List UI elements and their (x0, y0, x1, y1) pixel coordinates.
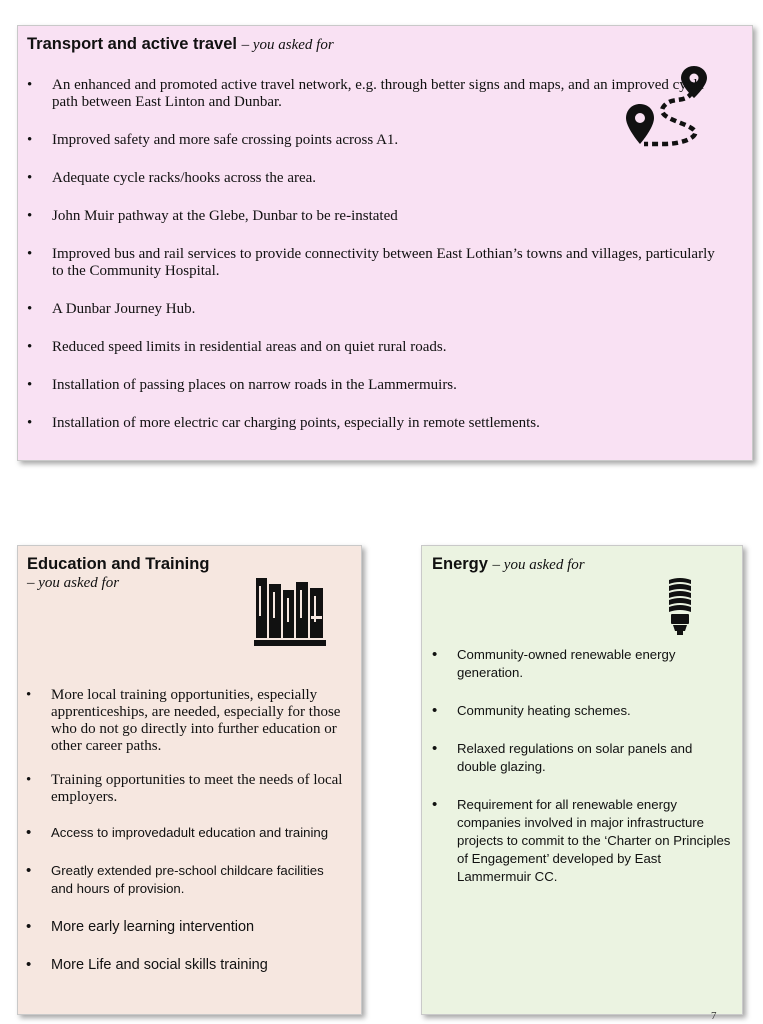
transport-title: Transport and active travel (27, 35, 237, 53)
list-item: • Improved bus and rail services to provide connectivity between East Lothian’s towns and villages, particularly to the Community Hospital. (27, 246, 717, 280)
list-item: • Greatly extended pre-school childcare facilities and hours of provision. (26, 862, 346, 898)
list-item: • A Dunbar Journey Hub. (27, 301, 717, 318)
education-list (26, 687, 346, 974)
transport-panel (17, 25, 753, 461)
list-item: • Adequate cycle racks/hooks across the area. (27, 170, 717, 187)
list-item: • Access to improvedadult education and training (26, 824, 346, 842)
books-on-shelf-icon (254, 576, 326, 648)
energy-saving-bulb-icon (665, 576, 695, 636)
energy-asked-for: – you asked for (492, 557, 585, 573)
education-asked-for: – you asked for (27, 575, 120, 591)
list-item: • Improved safety and more safe crossing points across A1. (27, 132, 717, 149)
list-item: • Community heating schemes. (432, 702, 732, 720)
list-item: • Reduced speed limits in residential areas and on quiet rural roads. (27, 339, 717, 356)
education-panel (17, 545, 362, 1015)
page-number: 7 (711, 1010, 717, 1022)
energy-panel (421, 545, 743, 1015)
list-item: • Community-owned renewable energy generation. (432, 646, 732, 682)
list-item: • Installation of more electric car charging points, especially in remote settlements. (27, 415, 717, 432)
energy-heading (432, 555, 585, 574)
energy-list (432, 646, 732, 906)
list-item: • More early learning intervention (26, 918, 346, 936)
list-item: • More Life and social skills training (26, 956, 346, 974)
list-item: • An enhanced and promoted active travel network, e.g. through better signs and maps, and an improved cycle path between East Linton and Dunbar. (27, 77, 717, 111)
transport-list (27, 77, 717, 453)
energy-title: Energy (432, 555, 488, 573)
transport-asked-for: – you asked for (241, 37, 334, 53)
education-title: Education and Training (27, 555, 210, 573)
list-item: • Requirement for all renewable energy companies involved in major infrastructure projects to commit to the ‘Charter on Principles of Engagement’ developed by East Lammermuir CC. (432, 796, 732, 886)
list-item: • John Muir pathway at the Glebe, Dunbar to be re-instated (27, 208, 717, 225)
list-item: • Installation of passing places on narrow roads in the Lammermuirs. (27, 377, 717, 394)
transport-heading (27, 35, 334, 54)
list-item: • Relaxed regulations on solar panels and double glazing. (432, 740, 732, 776)
list-item: • More local training opportunities, especially apprenticeships, are needed, especially for those who do not go directly into further education or other career paths. (26, 687, 346, 755)
list-item: • Training opportunities to meet the needs of local employers. (26, 772, 346, 806)
